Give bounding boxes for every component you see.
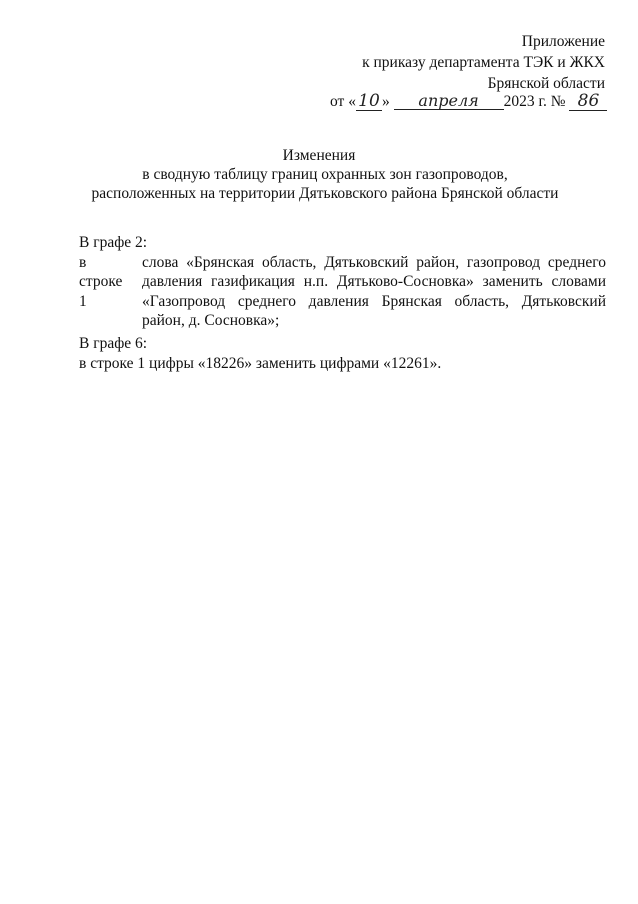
- date-year-number-label: 2023 г. №: [503, 93, 566, 110]
- order-date-line: [330, 92, 607, 112]
- appendix-region: Брянской области: [487, 75, 605, 92]
- change-paragraph: [79, 253, 606, 331]
- change-text: [142, 253, 606, 331]
- change-text-line: слова «Брянская область, Дятьковский район, газопровод среднего: [142, 253, 606, 271]
- change-text-line: давления газификация н.п. Дятьково-Сосновка» заменить словами: [142, 273, 606, 290]
- change-heading: В графе 6:: [79, 335, 148, 352]
- handwritten-order-number: 86: [569, 93, 607, 111]
- appendix-header: [362, 31, 605, 94]
- appendix-order-ref: к приказу департамента ТЭК и ЖКХ: [362, 54, 605, 71]
- change-block-column-6: [79, 334, 606, 373]
- handwritten-month: апреля: [394, 92, 504, 110]
- appendix-label: Приложение: [521, 33, 605, 50]
- change-text: в строке 1 цифры «18226» заменить цифрами «12261».: [79, 354, 442, 372]
- title-subheading-continued: расположенных на территории Дятьковского района Брянской области: [91, 185, 559, 202]
- date-prefix: от «: [330, 93, 356, 110]
- handwritten-day: 10: [356, 93, 382, 111]
- change-heading: В графе 2:: [79, 234, 148, 251]
- date-close-quote: »: [381, 93, 390, 110]
- change-row-reference: в строке 1: [79, 253, 123, 310]
- change-block-column-2: [79, 233, 606, 331]
- document-title: [0, 146, 638, 203]
- title-heading: Изменения: [282, 147, 356, 164]
- change-text-line: «Газопровод среднего давления Брянская область, Дятьковский: [142, 292, 606, 310]
- change-text-line: район, д. Сосновка»;: [142, 312, 280, 329]
- title-subheading: в сводную таблицу границ охранных зон газопроводов,: [142, 166, 508, 183]
